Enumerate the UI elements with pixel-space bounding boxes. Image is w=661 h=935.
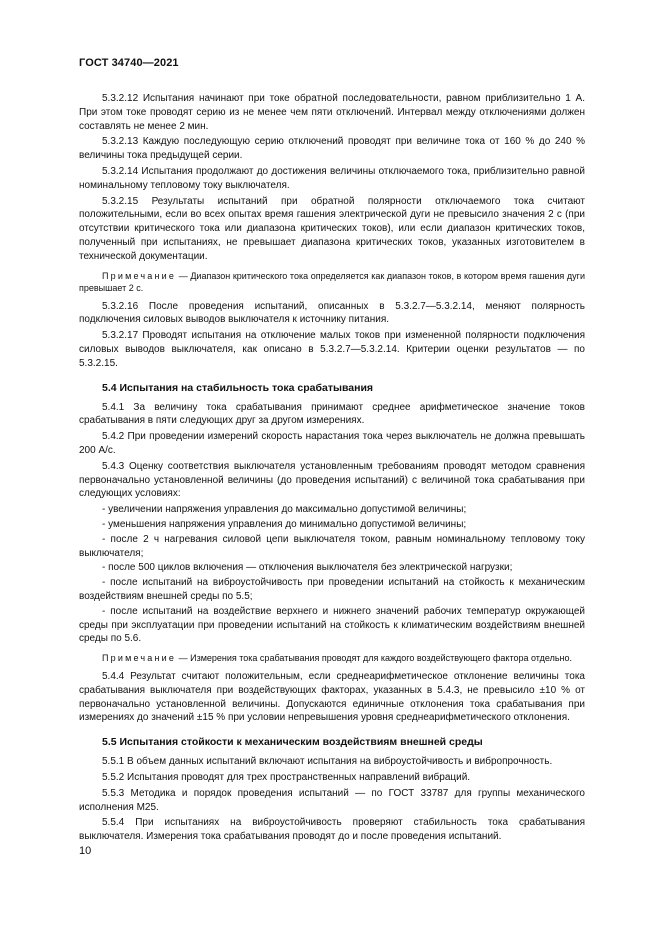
paragraph-5-4-1: 5.4.1 За величину тока срабатывания принимают среднее арифметическое значение токов срабатывания в пяти следующих друг за другом измерениях. [79,401,585,427]
note-text: — Диапазон критического тока определяется как диапазон токов, в котором время гашения дуги превышает 2 с. [79,270,585,293]
paragraph-5-4-3: 5.4.3 Оценку соответствия выключателя установленным требованиям проводят методом сравнения первоначально установленной величины (до проведения испытаний) с величиной тока срабатывания при следующих условиях: [79,460,585,500]
paragraph-5-5-2: 5.5.2 Испытания проводят для трех пространственных направлений вибраций. [102,772,471,784]
section-heading-5-4: 5.4 Испытания на стабильность тока срабатывания [102,381,374,394]
paragraph-5-3-2-15: 5.3.2.15 Результаты испытаний при обратной полярности отключаемого тока считают положительными, если во всех опытах время гашения электрической дуги не превысило значения 2 с (при отсутствии критического тока или диапазона критических токов), или если диапазон критических токов, полученный при испытаниях, не превышает диапазона критических токов, указанных изготовителем в технической документации. [79,195,585,262]
list-item: - после 500 циклов включения — отключения выключателя без электрической нагрузки; [102,562,513,574]
section-heading-5-5: 5.5 Испытания стойкости к механическим воздействиям внешней среды [102,736,483,749]
paragraph-5-5-4: 5.5.4 При испытаниях на виброустойчивость проверяют стабильность тока срабатывания выключателя. Измерения тока срабатывания проводят до и после проведения испытаний. [79,817,585,843]
document-header: ГОСТ 34740—2021 [79,57,179,69]
note-critical-current [79,270,585,294]
page-number: 10 [79,845,92,857]
list-item: - увеличении напряжения управления до максимально допустимой величины; [102,504,467,516]
note-measurements [79,652,585,664]
paragraph-5-5-3: 5.5.3 Методика и порядок проведения испытаний — по ГОСТ 33787 для группы механического исполнения М25. [79,787,585,813]
note-text: — Измерения тока срабатывания проводят для каждого воздействующего фактора отдельно. [176,653,572,664]
paragraph-5-5-1: 5.5.1 В объем данных испытаний включают испытания на виброустойчивость и вибропрочность. [102,756,553,768]
list-item: - после 2 ч нагревания силовой цепи выключателя током, равным номинальному тепловому току выключателя; [79,533,585,559]
paragraph-5-3-2-17: 5.3.2.17 Проводят испытания на отключение малых токов при измененной полярности подключения силовых выводов выключателя, как описано в 5.3.2.7—5.3.2.14. Критерии оценки результатов — по 5.3.2.15. [79,330,585,369]
list-item: - после испытаний на виброустойчивость при проведении испытаний на стойкость к механическим воздействиям внешней среды по 5.5; [79,577,585,602]
paragraph-5-3-2-16: 5.3.2.16 После проведения испытаний, описанных в 5.3.2.7—5.3.2.14, меняют полярность подключения силовых выводов выключателя к источнику питания. [79,300,585,326]
note-label: Примечание [102,270,177,281]
document-body [79,92,585,846]
paragraph-5-4-2: 5.4.2 При проведении измерений скорость нарастания тока через выключатель не должна превышать 200 А/с. [79,431,585,456]
note-label: Примечание [102,653,177,664]
list-item: - уменьшения напряжения управления до минимально допустимой величины; [102,518,467,530]
paragraph-5-3-2-13: 5.3.2.13 Каждую последующую серию отключений проводят при величине тока от 160 % до 240 % величины тока предыдущей серии. [79,136,585,162]
paragraph-5-4-4: 5.4.4 Результат считают положительным, если среднеарифметическое отклонение величины тока срабатывания выключателя при воздействующих факторах, указанных в 5.4.3, не превысило ±10 % от первоначально установленной величины. Допускаются единичные отклонения тока срабатывания при измерениях до значений ±15 % при условии непревышения уровня среднеарифметического отклонения. [79,671,585,724]
list-item: - после испытаний на воздействие верхнего и нижнего значений рабочих температур окружающей среды при эксплуатации при проведении испытаний на стойкость к климатическим воздействиям внешней среды по 5.6. [79,605,585,645]
paragraph-5-3-2-12: 5.3.2.12 Испытания начинают при токе обратной последовательности, равном приблизительно 1 А. При этом токе проводят серию из не менее чем пяти отключений. Интервал между отключениями должен составлять не менее 2 мин. [79,93,585,132]
paragraph-5-3-2-14: 5.3.2.14 Испытания продолжают до достижения величины отключаемого тока, приблизительно равной номинальному тепловому току выключателя. [79,165,585,191]
